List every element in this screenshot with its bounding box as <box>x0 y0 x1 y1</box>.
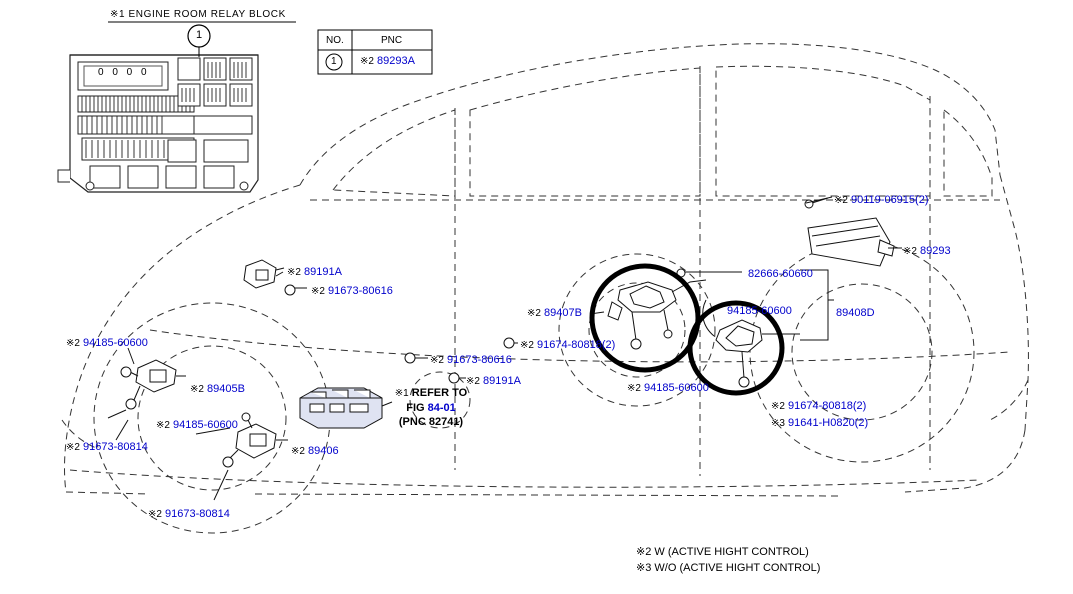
relay-block-title: ※1 ENGINE ROOM RELAY BLOCK <box>110 9 286 20</box>
part-fig-84-01-block <box>300 388 392 428</box>
relay-block-digits: 0 0 0 0 <box>98 67 150 78</box>
pnc-table-row-no: 1 <box>331 56 337 67</box>
pnc-table-header-pnc: PNC <box>381 35 403 46</box>
label-90119-06915: ※2 90119-06915(2) <box>834 194 929 206</box>
label-82666-60660: 82666-60660 <box>748 268 813 280</box>
label-89408d: 89408D <box>836 307 875 319</box>
legend-item-1: ※2 W (ACTIVE HIGHT CONTROL) <box>636 546 809 558</box>
label-89407b: ※2 89407B <box>527 307 582 319</box>
vehicle-window-lines <box>150 66 1010 476</box>
label-91641-h0820: ※3 91641-H0820(2) <box>771 417 869 429</box>
label-94185-60600-upper-left: ※2 94185-60600 <box>66 337 148 349</box>
label-94185-60600-center: 94185-60600 <box>727 305 792 317</box>
label-91673-80814-upper: ※2 91673-80814 <box>66 441 148 453</box>
label-89191a-left: ※2 89191A <box>287 266 342 278</box>
refer-line-3: (PNC 82741) <box>398 416 464 428</box>
part-89405b <box>121 360 186 409</box>
part-bolt-91674 <box>504 338 518 348</box>
label-89406: ※2 89406 <box>291 445 339 457</box>
refer-line-1: ※1 REFER TO <box>394 387 468 399</box>
label-89405b: ※2 89405B <box>190 383 245 395</box>
callout-number-1: 1 <box>196 29 203 41</box>
label-94185-60600-lower-left: ※2 94185-60600 <box>156 419 238 431</box>
label-89293: ※2 89293 <box>903 245 951 257</box>
label-91674-80818-right: ※2 91674-80818(2) <box>771 400 867 412</box>
label-91674-80818-center: ※2 91674-80818(2) <box>520 339 616 351</box>
leader-82666 <box>677 269 742 277</box>
label-91673-80616-center: ※2 91673-80616 <box>430 354 512 366</box>
label-94185-60600-lower-center: ※2 94185-60600 <box>627 382 709 394</box>
label-91673-80814-lower: ※2 91673-80814 <box>148 508 230 520</box>
part-ecu-89293 <box>808 218 894 266</box>
engine-room-relay-block-drawing <box>58 22 296 192</box>
refer-to-block <box>388 386 474 429</box>
legend-item-2: ※3 W/O (ACTIVE HIGHT CONTROL) <box>636 562 821 574</box>
label-89191a-center: ※2 89191A <box>466 375 521 387</box>
refer-line-2: FIG 84-01 <box>406 402 456 414</box>
label-91673-80616-left: ※2 91673-80616 <box>311 285 393 297</box>
legend-block <box>636 544 820 576</box>
pnc-table-header-no: NO. <box>326 35 344 46</box>
pnc-table-row-pnc: ※2 89293A <box>360 55 415 67</box>
